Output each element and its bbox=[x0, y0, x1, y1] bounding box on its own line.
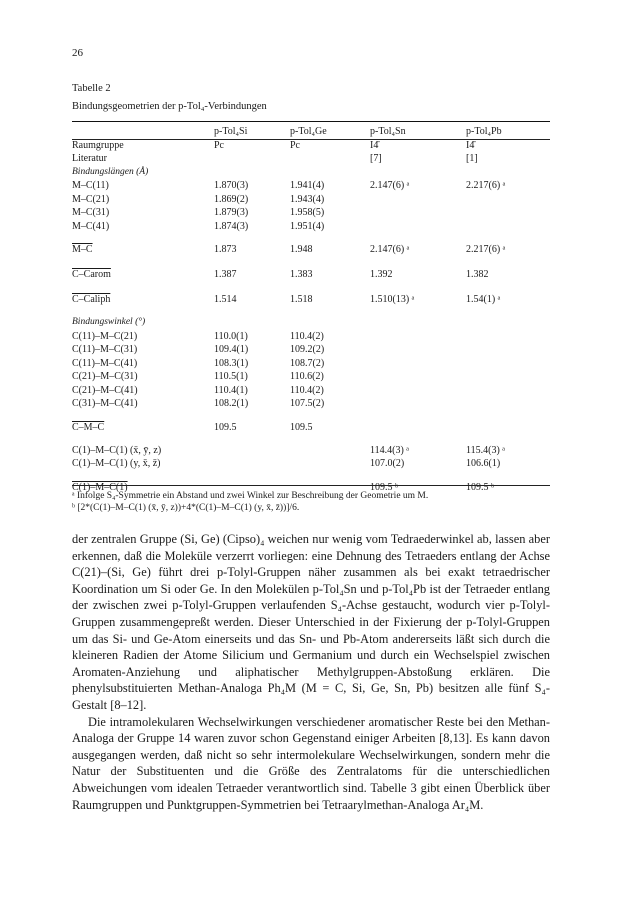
table-cell: 1.387 bbox=[214, 269, 237, 280]
paragraph: der zentralen Gruppe (Si, Ge) (Cipso)₄ weichen nur wenig vom Tedraederwinkel ab, lassen aber erkennen, daß die Moleküle verzerrt vorliegen: eine Dehnung des Tetraeders entlang der Achse C(21)–(Si, Ge) führt drei p-Tolyl-Gruppen näher zusammen als bei exakt tetraedrischer Koordination um Si oder Ge. In den Molekülen p-Tol₄Sn und p-Tol₄Pb ist der Tetraeder entlang der zwischen zwei p-Tolyl-Gruppen verlaufenden S₄-Achse gestaucht, wodurch vier p-Tolyl-Gruppen zusammengepreßt werden. Dieser Unterschied in der Fixierung der p-Tolyl-Gruppen um das Si- und Ge-Atom einerseits und das Sn- und Pb-Atom andererseits läßt sich durch die kleineren Radien der Atome Silicium und Germanium und durch ein Wechselspiel zwischen Aromaten-Anziehung und aliphatischer Methylgruppen-Abstoßung erklären. Die phenylsubstituierten Methan-Analoga Ph₄M (M = C, Si, Ge, Sn, Pb) besitzen alle fünf S₄-Gestalt [8–12]. bbox=[72, 532, 550, 712]
table-cell: 1.873 bbox=[214, 244, 237, 255]
spacer-row bbox=[72, 258, 550, 266]
table-row bbox=[72, 384, 550, 398]
table-cell: 114.4(3) ᵃ bbox=[370, 444, 410, 456]
table-cell bbox=[288, 166, 368, 180]
spacer-row bbox=[72, 283, 550, 291]
table-cell: 115.4(3) ᵃ bbox=[466, 444, 506, 456]
table-cell: 2.217(6) ᵃ bbox=[466, 180, 506, 191]
table-cell: 107.5(2) bbox=[290, 398, 325, 409]
row-label: M–C(31) bbox=[72, 207, 110, 218]
table-cell bbox=[464, 384, 550, 398]
row-label: C–Caliph bbox=[72, 294, 111, 305]
table-cell: 109.4(1) bbox=[214, 344, 249, 355]
table-cell bbox=[368, 436, 464, 444]
table-cell bbox=[368, 397, 464, 411]
row-label: C(21)–M–C(41) bbox=[72, 384, 138, 396]
table-cell bbox=[464, 471, 550, 479]
row-label: C(11)–M–C(31) bbox=[72, 344, 138, 355]
table-cell bbox=[368, 316, 464, 330]
row-label: C(31)–M–C(41) bbox=[72, 398, 138, 409]
table-cell: 1.870(3) bbox=[214, 180, 249, 191]
table-cell bbox=[368, 471, 464, 479]
table-cell bbox=[464, 370, 550, 384]
table-cell bbox=[368, 370, 464, 384]
table-cell bbox=[208, 258, 288, 266]
table-caption-block bbox=[72, 80, 267, 116]
row-label bbox=[72, 436, 208, 444]
table-cell bbox=[464, 397, 550, 411]
table-cell: 109.5 ᵇ bbox=[466, 481, 495, 493]
table-row bbox=[72, 357, 550, 371]
table-cell bbox=[464, 233, 550, 241]
row-label: C(1)–M–C(1) bbox=[72, 481, 128, 493]
table-cell bbox=[288, 258, 368, 266]
table-cell: 1.869(2) bbox=[214, 193, 249, 205]
table-cell bbox=[464, 166, 550, 180]
table-cell bbox=[288, 436, 368, 444]
table-top-rule bbox=[72, 121, 550, 122]
table-body bbox=[72, 139, 550, 496]
table-cell bbox=[288, 152, 368, 166]
table-cell: 109.5 bbox=[290, 421, 313, 433]
table-cell: 1.879(3) bbox=[214, 207, 249, 218]
row-label: C(11)–M–C(21) bbox=[72, 330, 138, 342]
row-label bbox=[72, 233, 208, 241]
table-row bbox=[72, 397, 550, 411]
table-cell: 1.392 bbox=[370, 269, 393, 280]
table-cell bbox=[464, 206, 550, 220]
footnote-a: ᵃ Infolge S₄-Symmetrie ein Abstand und zwei Winkel zur Beschreibung der Geometrie um M. bbox=[72, 491, 429, 501]
table-cell: 106.6(1) bbox=[466, 458, 501, 469]
footnote-b: ᵇ [2*(C(1)–M–C(1) (x̄, ȳ, z))+4*(C(1)–M–C(1) (y, x̄, z̄))]/6. bbox=[72, 503, 300, 513]
spacer-row bbox=[72, 411, 550, 419]
table-cell: 1.518 bbox=[290, 294, 313, 305]
table-cell bbox=[464, 411, 550, 419]
row-label: M–C(11) bbox=[72, 180, 109, 191]
table-cell bbox=[368, 308, 464, 316]
table-cell bbox=[368, 411, 464, 419]
row-label bbox=[72, 411, 208, 419]
table-cell bbox=[368, 258, 464, 266]
page-number: 26 bbox=[72, 47, 83, 59]
table-cell bbox=[464, 343, 550, 357]
table-cell bbox=[368, 384, 464, 398]
table-row bbox=[72, 370, 550, 384]
row-label: Literatur bbox=[72, 153, 107, 164]
body-text bbox=[72, 531, 550, 813]
table-cell bbox=[288, 471, 368, 479]
table-cell: [7] bbox=[370, 153, 382, 164]
table-cell bbox=[208, 308, 288, 316]
row-label: C–M–C bbox=[72, 421, 105, 433]
table-row bbox=[72, 179, 550, 193]
table-cell: 1.383 bbox=[290, 269, 313, 280]
row-label: C(1)–M–C(1) (y, x̄, z̄) bbox=[72, 458, 161, 469]
table-cell: 1.382 bbox=[466, 269, 489, 280]
table-cell bbox=[464, 220, 550, 234]
row-label: C(11)–M–C(41) bbox=[72, 357, 138, 369]
table-cell bbox=[464, 258, 550, 266]
table-cell bbox=[368, 343, 464, 357]
table-cell bbox=[288, 457, 368, 471]
table-cell bbox=[208, 471, 288, 479]
table-cell bbox=[464, 283, 550, 291]
row-label: C(1)–M–C(1) (x̄, ȳ, z) bbox=[72, 444, 162, 456]
table-cell bbox=[208, 166, 288, 180]
table-cell: 1.514 bbox=[214, 294, 237, 305]
table-cell bbox=[208, 444, 288, 458]
row-label bbox=[72, 471, 208, 479]
table-row bbox=[72, 241, 550, 258]
column-header: p-Tol₄Pb bbox=[466, 126, 502, 137]
table-cell: 109.5 bbox=[214, 421, 237, 433]
table-cell: 110.0(1) bbox=[214, 330, 248, 342]
table-cell: 1.874(3) bbox=[214, 220, 249, 232]
table-cell bbox=[464, 308, 550, 316]
table-cell: 1.510(13) ᵃ bbox=[370, 294, 415, 305]
paragraph: Die intramolekularen Wechselwirkungen verschiedener aromatischer Reste bei den Methan-Analoga der Gruppe 14 waren zuvor schon Gegenstand einiger Arbeiten [8,13]. Es kann davon ausgegangen werden, daß nicht so sehr intermolekulare Wechselwirkungen, sondern mehr die Natur der Substituenten und die Größe des Zentralatoms für die unterschiedlichen Abweichungen vom idealen Tetraeder verantwortlich sind. Tabelle 3 gibt einen Überblick über Raumgruppen und Punktgruppen-Symmetrien bei Tetraarylmethan-Analoga Ar₄M. bbox=[72, 714, 550, 812]
table-cell: 110.4(2) bbox=[290, 384, 324, 396]
table-cell: 107.0(2) bbox=[370, 458, 405, 469]
table-cell: 110.4(1) bbox=[214, 384, 248, 396]
table-cell: 2.217(6) ᵃ bbox=[466, 244, 506, 255]
column-header: p-Tol₄Sn bbox=[370, 126, 406, 137]
table-cell bbox=[368, 283, 464, 291]
table-cell bbox=[464, 316, 550, 330]
table-row bbox=[72, 291, 550, 308]
table-cell: 2.147(6) ᵃ bbox=[370, 180, 410, 191]
table-cell bbox=[368, 357, 464, 371]
table-cell: 110.4(2) bbox=[290, 330, 324, 342]
row-label: Bindungswinkel (°) bbox=[72, 317, 146, 327]
table-footnotes bbox=[72, 490, 550, 514]
table-cell bbox=[368, 193, 464, 207]
table-cell: 1.948 bbox=[290, 244, 313, 255]
bond-geometry-table bbox=[72, 125, 550, 496]
row-label bbox=[72, 308, 208, 316]
table-cell: 108.7(2) bbox=[290, 357, 325, 369]
table-cell bbox=[208, 233, 288, 241]
table-cell bbox=[368, 206, 464, 220]
table-cell: 2.147(6) ᵃ bbox=[370, 244, 410, 255]
table-cell bbox=[464, 357, 550, 371]
row-label: Bindungslängen (Å) bbox=[72, 166, 149, 177]
row-label: M–C(41) bbox=[72, 220, 110, 232]
table-cell bbox=[288, 316, 368, 330]
table-row bbox=[72, 266, 550, 283]
column-header: p-Tol₄Ge bbox=[290, 126, 327, 137]
table-cell bbox=[208, 316, 288, 330]
table-cell bbox=[288, 283, 368, 291]
table-cell: 110.5(1) bbox=[214, 371, 248, 382]
table-row bbox=[72, 152, 550, 166]
table-cell bbox=[464, 330, 550, 344]
table-row bbox=[72, 220, 550, 234]
spacer-row bbox=[72, 308, 550, 316]
section-row bbox=[72, 166, 550, 180]
spacer-row bbox=[72, 233, 550, 241]
table-cell bbox=[464, 419, 550, 436]
row-label: M–C(21) bbox=[72, 193, 110, 205]
table-cell: 1.941(4) bbox=[290, 180, 325, 191]
table-cell: Pc bbox=[214, 139, 224, 151]
table-cell bbox=[368, 233, 464, 241]
table-cell: 109.5 ᵇ bbox=[370, 481, 399, 493]
table-cell bbox=[288, 411, 368, 419]
table-title: Bindungsgeometrien der p-Tol₄-Verbindungen bbox=[72, 101, 267, 112]
table-cell: 108.2(1) bbox=[214, 398, 249, 409]
table-cell bbox=[368, 220, 464, 234]
table-row bbox=[72, 139, 550, 153]
table-cell bbox=[464, 436, 550, 444]
table-cell bbox=[208, 283, 288, 291]
table-cell: 109.2(2) bbox=[290, 344, 325, 355]
table-cell bbox=[368, 166, 464, 180]
table-cell bbox=[288, 444, 368, 458]
table-row bbox=[72, 419, 550, 436]
table-header-row bbox=[72, 125, 550, 139]
table-cell bbox=[368, 330, 464, 344]
table-row bbox=[72, 330, 550, 344]
column-header bbox=[72, 125, 208, 139]
table-cell: Pc bbox=[290, 139, 300, 151]
table-cell: I4̄ bbox=[466, 139, 475, 151]
table-row bbox=[72, 206, 550, 220]
table-cell bbox=[208, 436, 288, 444]
table-cell: I4̄ bbox=[370, 139, 379, 151]
table-row bbox=[72, 193, 550, 207]
table-label: Tabelle 2 bbox=[72, 83, 111, 94]
table-cell bbox=[288, 308, 368, 316]
row-label: C(21)–M–C(31) bbox=[72, 371, 138, 382]
section-row bbox=[72, 316, 550, 330]
table-cell bbox=[208, 457, 288, 471]
table-cell: 108.3(1) bbox=[214, 357, 249, 369]
table-bottom-rule bbox=[72, 485, 550, 486]
table-row bbox=[72, 444, 550, 458]
row-label: C–Carom bbox=[72, 269, 111, 280]
row-label: M–C bbox=[72, 244, 93, 255]
spacer-row bbox=[72, 436, 550, 444]
table-cell: 1.54(1) ᵃ bbox=[466, 294, 501, 305]
column-header: p-Tol₄Si bbox=[214, 126, 248, 137]
table-cell: 1.951(4) bbox=[290, 220, 325, 232]
table-row bbox=[72, 343, 550, 357]
table-cell bbox=[208, 411, 288, 419]
table-cell: [1] bbox=[466, 153, 478, 164]
table-cell: 1.958(5) bbox=[290, 207, 325, 218]
spacer-row bbox=[72, 471, 550, 479]
table-cell bbox=[464, 193, 550, 207]
table-row bbox=[72, 457, 550, 471]
table-cell bbox=[208, 152, 288, 166]
row-label: Raumgruppe bbox=[72, 139, 124, 151]
table-cell bbox=[368, 419, 464, 436]
table-cell bbox=[288, 233, 368, 241]
row-label bbox=[72, 258, 208, 266]
table-cell: 1.943(4) bbox=[290, 193, 325, 205]
row-label bbox=[72, 283, 208, 291]
table-cell: 110.6(2) bbox=[290, 371, 324, 382]
